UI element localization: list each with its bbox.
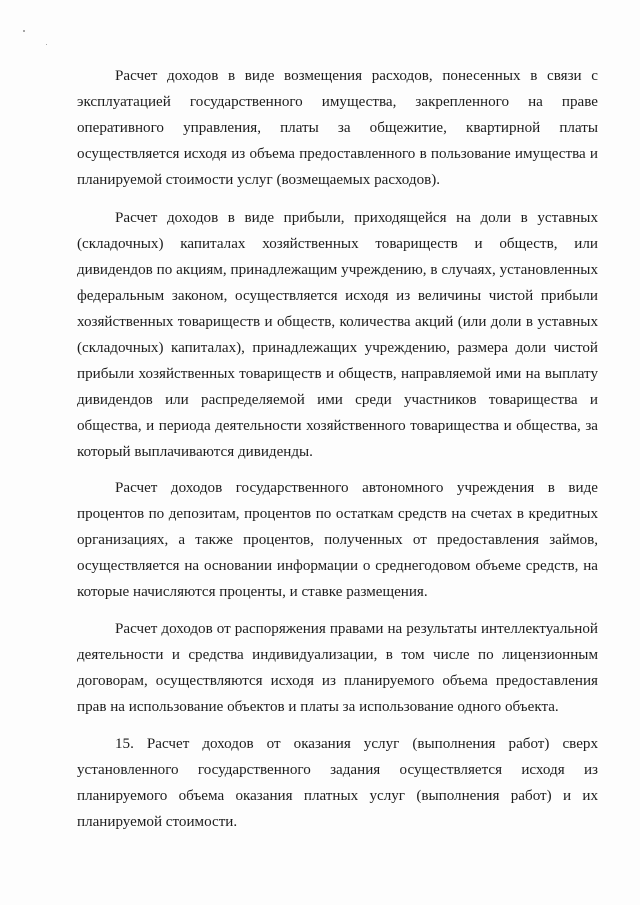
paragraph-intellectual-property: Расчет доходов от распоряжения правами на результаты интеллектуальной деятельности и средства индивидуализации, в том числе по лицензионным договорам, осуществляются исходя из планируемого объема предоставления прав на использование объектов и платы за использование одного объекта. [77, 621, 598, 715]
paragraph-15-paid-services: 15. Расчет доходов от оказания услуг (выполнения работ) сверх установленного государственного задания осуществляется исходя из планируемого объема оказания платных услуг (выполнения работ) и их планируемой стоимости. [77, 736, 598, 830]
paragraph-profit-dividends: Расчет доходов в виде прибыли, приходящейся на доли в уставных (складочных) капиталах хозяйственных товариществ и обществ, или дивидендов по акциям, принадлежащим учреждению, в случаях, установленных федеральным законом, осуществляется исходя из величины чистой прибыли хозяйственных товариществ и обществ, количества акций (или доли в уставных (складочных) капиталах), принадлежащих учреждению, размера доли чистой прибыли хозяйственных товариществ и обществ, направляемой ими на выплату дивидендов или распределяемой ими среди участников товарищества и общества, и периода деятельности хозяйственного товарищества и общества, за который выплачиваются дивиденды. [77, 210, 598, 460]
scan-speck [46, 44, 47, 45]
paragraph-deposit-interest: Расчет доходов государственного автономного учреждения в виде процентов по депозитам, процентов по остаткам средств на счетах в кредитных организациях, а также процентов, полученных от предоставления займов, осуществляется на основании информации о среднегодовом объеме средств, на которые начисляются проценты, и ставке размещения. [77, 480, 598, 600]
scan-speck [23, 30, 25, 32]
paragraph-expense-reimbursement: Расчет доходов в виде возмещения расходов, понесенных в связи с эксплуатацией государственного имущества, закрепленного на праве оперативного управления, платы за общежитие, квартирной платы осуществляется исходя из объема предоставленного в пользование имущества и планируемой стоимости услуг (возмещаемых расходов). [77, 68, 598, 188]
document-body [77, 63, 598, 835]
